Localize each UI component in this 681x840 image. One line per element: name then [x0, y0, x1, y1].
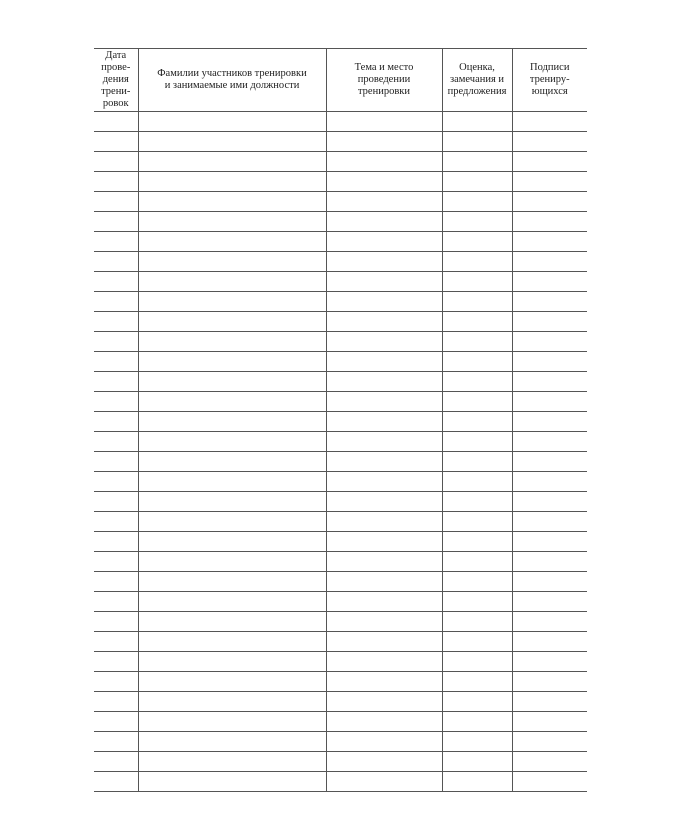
cell-participants — [138, 212, 326, 232]
cell-signature — [512, 592, 587, 612]
cell-date — [94, 212, 138, 232]
cell-topic — [326, 172, 442, 192]
cell-signature — [512, 172, 587, 192]
table-row — [94, 512, 587, 532]
cell-participants — [138, 752, 326, 772]
cell-participants — [138, 632, 326, 652]
table-row — [94, 252, 587, 272]
table-row — [94, 212, 587, 232]
table-row — [94, 432, 587, 452]
cell-topic — [326, 372, 442, 392]
cell-grade — [442, 612, 512, 632]
cell-participants — [138, 272, 326, 292]
cell-date — [94, 172, 138, 192]
cell-topic — [326, 252, 442, 272]
cell-topic — [326, 152, 442, 172]
cell-date — [94, 652, 138, 672]
cell-topic — [326, 612, 442, 632]
cell-signature — [512, 712, 587, 732]
cell-grade — [442, 632, 512, 652]
cell-date — [94, 272, 138, 292]
cell-participants — [138, 672, 326, 692]
cell-participants — [138, 312, 326, 332]
cell-signature — [512, 332, 587, 352]
cell-date — [94, 112, 138, 132]
cell-date — [94, 512, 138, 532]
cell-topic — [326, 712, 442, 732]
cell-date — [94, 412, 138, 432]
cell-signature — [512, 132, 587, 152]
cell-date — [94, 732, 138, 752]
cell-topic — [326, 192, 442, 212]
table-row — [94, 492, 587, 512]
cell-grade — [442, 232, 512, 252]
cell-signature — [512, 192, 587, 212]
cell-date — [94, 352, 138, 372]
cell-signature — [512, 312, 587, 332]
cell-date — [94, 632, 138, 652]
table-row — [94, 612, 587, 632]
cell-grade — [442, 392, 512, 412]
cell-signature — [512, 612, 587, 632]
cell-signature — [512, 252, 587, 272]
cell-date — [94, 692, 138, 712]
cell-grade — [442, 332, 512, 352]
cell-topic — [326, 352, 442, 372]
cell-participants — [138, 292, 326, 312]
cell-topic — [326, 532, 442, 552]
cell-signature — [512, 532, 587, 552]
cell-signature — [512, 452, 587, 472]
cell-date — [94, 312, 138, 332]
cell-grade — [442, 692, 512, 712]
table-row — [94, 292, 587, 312]
cell-participants — [138, 172, 326, 192]
table-body — [94, 112, 587, 792]
cell-grade — [442, 552, 512, 572]
cell-participants — [138, 432, 326, 452]
cell-participants — [138, 412, 326, 432]
cell-grade — [442, 172, 512, 192]
cell-date — [94, 672, 138, 692]
cell-date — [94, 492, 138, 512]
cell-signature — [512, 272, 587, 292]
cell-date — [94, 432, 138, 452]
cell-participants — [138, 532, 326, 552]
cell-grade — [442, 432, 512, 452]
cell-topic — [326, 232, 442, 252]
cell-grade — [442, 132, 512, 152]
cell-grade — [442, 732, 512, 752]
table-row — [94, 652, 587, 672]
cell-signature — [512, 672, 587, 692]
cell-topic — [326, 432, 442, 452]
cell-grade — [442, 272, 512, 292]
table-row — [94, 672, 587, 692]
cell-participants — [138, 712, 326, 732]
cell-grade — [442, 752, 512, 772]
table-row — [94, 772, 587, 792]
header-participants-names: Фамилии участников тренировки и занимаемые ими должности — [138, 49, 326, 112]
cell-participants — [138, 332, 326, 352]
cell-grade — [442, 152, 512, 172]
cell-date — [94, 472, 138, 492]
cell-grade — [442, 412, 512, 432]
cell-date — [94, 752, 138, 772]
cell-signature — [512, 152, 587, 172]
table-row — [94, 712, 587, 732]
cell-grade — [442, 652, 512, 672]
table-row — [94, 472, 587, 492]
cell-signature — [512, 632, 587, 652]
table-row — [94, 412, 587, 432]
cell-signature — [512, 752, 587, 772]
cell-participants — [138, 152, 326, 172]
table-row — [94, 572, 587, 592]
cell-signature — [512, 692, 587, 712]
cell-date — [94, 552, 138, 572]
cell-topic — [326, 412, 442, 432]
cell-participants — [138, 232, 326, 252]
cell-topic — [326, 592, 442, 612]
cell-participants — [138, 372, 326, 392]
cell-participants — [138, 552, 326, 572]
cell-participants — [138, 692, 326, 712]
cell-grade — [442, 212, 512, 232]
cell-topic — [326, 492, 442, 512]
table-row — [94, 132, 587, 152]
cell-signature — [512, 112, 587, 132]
cell-topic — [326, 132, 442, 152]
cell-date — [94, 252, 138, 272]
table-row — [94, 532, 587, 552]
cell-signature — [512, 572, 587, 592]
table-row — [94, 692, 587, 712]
cell-date — [94, 772, 138, 792]
cell-date — [94, 132, 138, 152]
cell-signature — [512, 652, 587, 672]
cell-signature — [512, 552, 587, 572]
table-row — [94, 372, 587, 392]
cell-participants — [138, 612, 326, 632]
table-row — [94, 752, 587, 772]
table-row — [94, 112, 587, 132]
cell-signature — [512, 732, 587, 752]
table-row — [94, 392, 587, 412]
cell-signature — [512, 492, 587, 512]
cell-signature — [512, 352, 587, 372]
cell-grade — [442, 292, 512, 312]
cell-date — [94, 232, 138, 252]
cell-date — [94, 532, 138, 552]
cell-grade — [442, 712, 512, 732]
cell-signature — [512, 212, 587, 232]
cell-grade — [442, 592, 512, 612]
cell-topic — [326, 512, 442, 532]
table-row — [94, 352, 587, 372]
cell-grade — [442, 192, 512, 212]
table-row — [94, 192, 587, 212]
cell-signature — [512, 232, 587, 252]
table-header-row — [94, 49, 587, 112]
cell-date — [94, 292, 138, 312]
cell-participants — [138, 512, 326, 532]
cell-topic — [326, 112, 442, 132]
cell-participants — [138, 652, 326, 672]
cell-grade — [442, 452, 512, 472]
cell-topic — [326, 212, 442, 232]
cell-signature — [512, 512, 587, 532]
cell-topic — [326, 332, 442, 352]
header-grade-remarks: Оценка, замечания и предложения — [442, 49, 512, 112]
table-row — [94, 272, 587, 292]
cell-topic — [326, 472, 442, 492]
cell-grade — [442, 372, 512, 392]
cell-grade — [442, 532, 512, 552]
cell-topic — [326, 572, 442, 592]
cell-signature — [512, 392, 587, 412]
table-row — [94, 552, 587, 572]
cell-participants — [138, 772, 326, 792]
training-log-table — [94, 48, 587, 792]
cell-grade — [442, 512, 512, 532]
cell-participants — [138, 452, 326, 472]
cell-date — [94, 332, 138, 352]
cell-signature — [512, 432, 587, 452]
cell-grade — [442, 572, 512, 592]
cell-participants — [138, 392, 326, 412]
cell-signature — [512, 372, 587, 392]
cell-signature — [512, 412, 587, 432]
cell-topic — [326, 452, 442, 472]
cell-topic — [326, 652, 442, 672]
cell-topic — [326, 672, 442, 692]
table-row — [94, 732, 587, 752]
cell-participants — [138, 132, 326, 152]
cell-date — [94, 612, 138, 632]
table-row — [94, 172, 587, 192]
cell-participants — [138, 112, 326, 132]
cell-date — [94, 192, 138, 212]
cell-grade — [442, 672, 512, 692]
table-row — [94, 452, 587, 472]
cell-grade — [442, 252, 512, 272]
table-row — [94, 152, 587, 172]
table-row — [94, 632, 587, 652]
cell-date — [94, 712, 138, 732]
cell-date — [94, 572, 138, 592]
training-log-form — [94, 48, 587, 792]
cell-topic — [326, 692, 442, 712]
cell-topic — [326, 552, 442, 572]
cell-topic — [326, 272, 442, 292]
cell-signature — [512, 292, 587, 312]
cell-grade — [442, 312, 512, 332]
cell-participants — [138, 592, 326, 612]
cell-topic — [326, 752, 442, 772]
cell-date — [94, 592, 138, 612]
cell-participants — [138, 472, 326, 492]
cell-grade — [442, 352, 512, 372]
cell-grade — [442, 472, 512, 492]
table-row — [94, 232, 587, 252]
cell-date — [94, 392, 138, 412]
cell-grade — [442, 772, 512, 792]
cell-topic — [326, 392, 442, 412]
cell-participants — [138, 192, 326, 212]
cell-participants — [138, 572, 326, 592]
table-row — [94, 312, 587, 332]
header-topic-and-place: Тема и место проведении тренировки — [326, 49, 442, 112]
cell-topic — [326, 312, 442, 332]
cell-date — [94, 372, 138, 392]
cell-participants — [138, 352, 326, 372]
cell-topic — [326, 632, 442, 652]
cell-topic — [326, 732, 442, 752]
cell-grade — [442, 492, 512, 512]
cell-signature — [512, 472, 587, 492]
table-row — [94, 592, 587, 612]
header-training-date: Дата прове- дения трени- ровок — [94, 49, 138, 112]
cell-participants — [138, 252, 326, 272]
cell-grade — [442, 112, 512, 132]
cell-date — [94, 152, 138, 172]
cell-signature — [512, 772, 587, 792]
table-row — [94, 332, 587, 352]
header-trainee-signatures: Подписи трениру- ющихся — [512, 49, 587, 112]
cell-participants — [138, 732, 326, 752]
cell-topic — [326, 772, 442, 792]
cell-topic — [326, 292, 442, 312]
cell-participants — [138, 492, 326, 512]
cell-date — [94, 452, 138, 472]
